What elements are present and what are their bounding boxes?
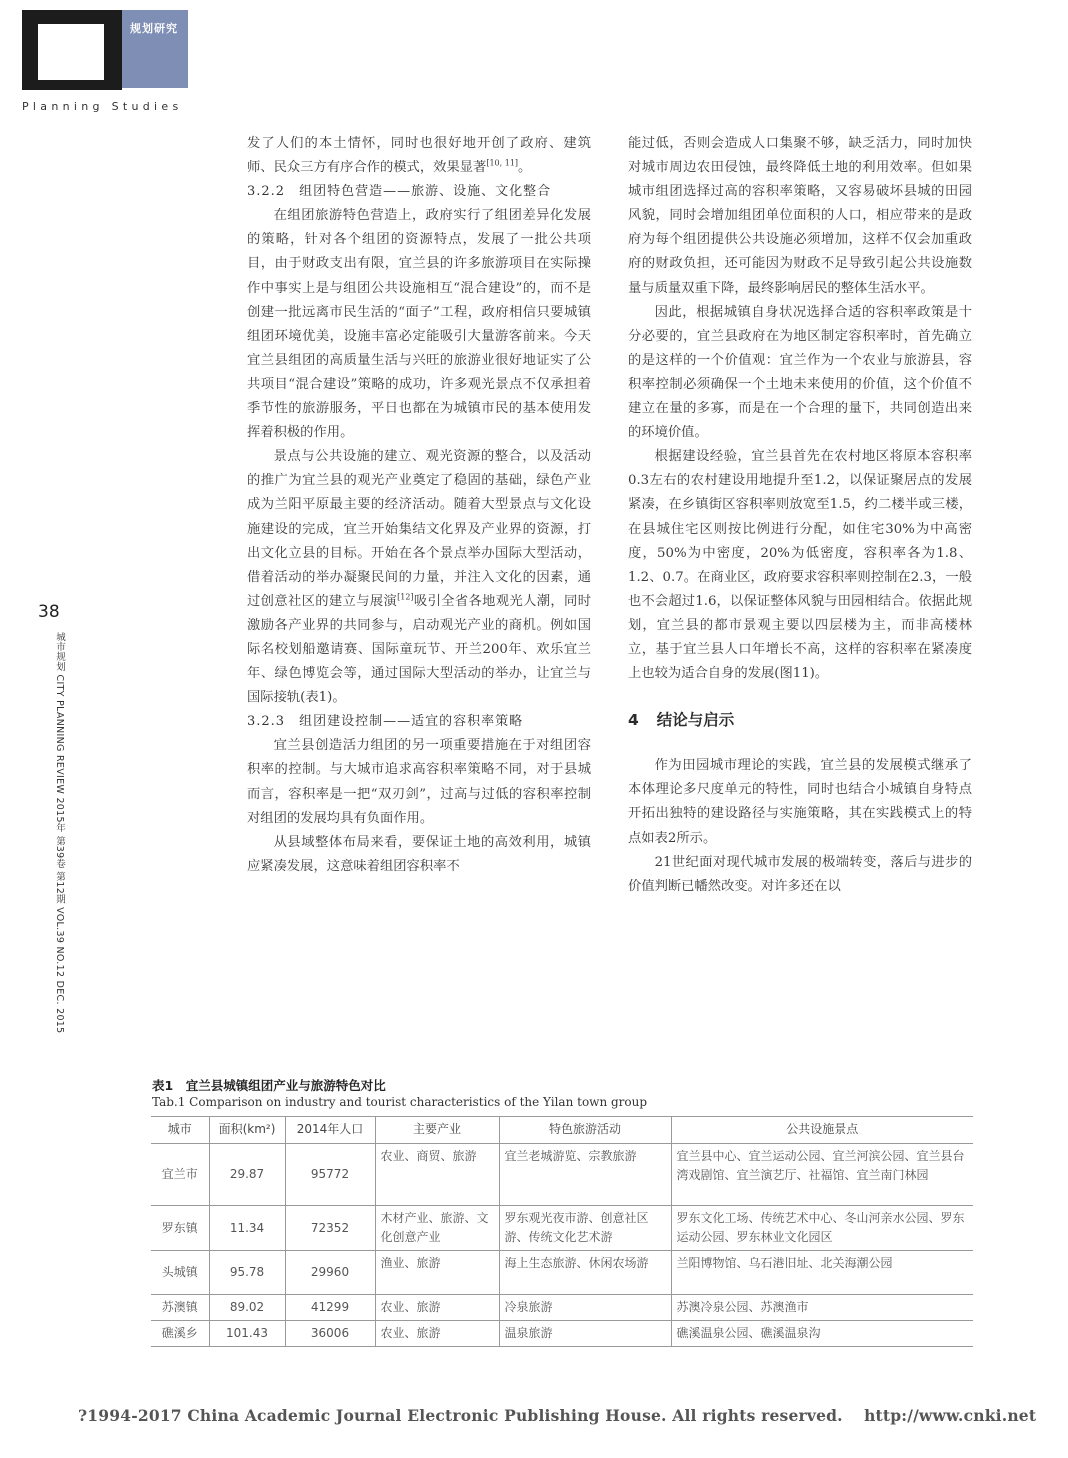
journal-logo <box>22 10 122 90</box>
copyright-footer: ?1994-2017 China Academic Journal Electronic Publishing House. All rights reserved. http://www.cnki.net <box>78 1406 1037 1425</box>
table-cell: 95772 <box>285 1144 375 1206</box>
table-cell: 苏澳镇 <box>151 1295 209 1321</box>
table-caption-en: Tab.1 Comparison on industry and tourist characteristics of the Yilan town group <box>152 1095 648 1109</box>
paragraph: 根据建设经验，宜兰县首先在农村地区将原本容积率0.3左右的农村建设用地提升至1.2，以保证聚居点的发展紧凑，在乡镇街区容积率则放宽至1.5，约二楼半或三楼，在县城住宅区则按比例进行分配，如住宅30%为中高密度，50%为中密度，20%为低密度，容积率各为1.8、1.2、0.7。在商业区，政府要求容积率则控制在2.3，一般也不会超过1.6，以保证整体风貌与田园相结合。依据此规划，宜兰县的都市景观主要以四层楼为主，而非高楼林立，基于宜兰县人口年增长不高，这样的容积率在紧凑度上也较为适合自身的发展(图11)。 <box>628 449 972 682</box>
table-cell: 农业、旅游 <box>375 1321 499 1347</box>
section-band <box>122 10 188 88</box>
paragraph: 宜兰县创造活力组团的另一项重要措施在于对组团容积率的控制。与大城市追求高容积率策略不同，对于县城而言，容积率是一把“双刃剑”，过高与过低的容积率控制对组团的发展均具有负面作用。 <box>247 738 591 826</box>
paragraph: 在组团旅游特色营造上，政府实行了组团差异化发展的策略，针对各个组团的资源特点，发展了一批公共项目，由于财政支出有限，宜兰县的许多旅游项目在实际操作中事实上是与组团公共设施相互“混合建设”的，而不是创建一批远离市民生活的“面子”工程，政府相信只要城镇组团环境优美，设施丰富必定能吸引大量游客前来。今天宜兰县组团的高质量生活与兴旺的旅游业很好地证实了公共项目“混合建设”策略的成功，许多观光景点不仅承担着季节性的旅游服务，平日也都在为城镇市民的基本使用发挥着积极的作用。 <box>247 208 591 441</box>
table-row <box>151 1144 973 1206</box>
table-cell: 头城镇 <box>151 1251 209 1295</box>
paragraph: 21世纪面对现代城市发展的极端转变，落后与进步的价值判断已幡然改变。对许多还在以 <box>628 854 972 894</box>
citation: [12] <box>397 592 414 602</box>
table-cell: 宜兰县中心、宜兰运动公园、宜兰河滨公园、宜兰县台湾戏剧馆、宜兰演艺厅、社福馆、宜兰南门林园 <box>671 1144 973 1206</box>
table-cell: 89.02 <box>209 1295 285 1321</box>
table-cell: 11.34 <box>209 1206 285 1251</box>
table-cell: 冷泉旅游 <box>499 1295 671 1321</box>
table-header: 2014年人口 <box>285 1117 375 1144</box>
table-header: 公共设施景点 <box>671 1117 973 1144</box>
table-header: 特色旅游活动 <box>499 1117 671 1144</box>
table-row <box>151 1295 973 1321</box>
table-cell: 礁溪温泉公园、礁溪温泉沟 <box>671 1321 973 1347</box>
left-column <box>247 132 591 879</box>
table-cell: 海上生态旅游、休闲农场游 <box>499 1251 671 1295</box>
table-cell: 礁溪乡 <box>151 1321 209 1347</box>
table-header: 面积(km²) <box>209 1117 285 1144</box>
table-header: 城市 <box>151 1117 209 1144</box>
table-cell: 36006 <box>285 1321 375 1347</box>
subsection-heading-3-2-3: 3.2.3 组团建设控制——适宜的容积率策略 <box>247 714 524 730</box>
table-cell: 95.78 <box>209 1251 285 1295</box>
table-cell: 苏澳冷泉公园、苏澳渔市 <box>671 1295 973 1321</box>
paragraph: 作为田园城市理论的实践，宜兰县的发展模式继承了本体理论多尺度单元的特性，同时也结合小城镇自身特点开拓出独特的建设路径与实施策略，其在实践模式上的特点如表2所示。 <box>628 758 972 846</box>
citation: [10, 11] <box>486 158 519 168</box>
table-caption-zh: 表1 宜兰县城镇组团产业与旅游特色对比 <box>152 1078 386 1093</box>
table-cell: 罗东文化工场、传统艺术中心、冬山河亲水公园、罗东运动公园、罗东林业文化园区 <box>671 1206 973 1251</box>
table-cell: 渔业、旅游 <box>375 1251 499 1295</box>
section-title-zh: 规划研究 <box>130 22 178 35</box>
right-column <box>628 132 972 899</box>
table-cell: 29960 <box>285 1251 375 1295</box>
section-heading-4: 4 结论与启示 <box>628 711 735 730</box>
table-cell: 农业、旅游 <box>375 1295 499 1321</box>
section-title-en: Planning Studies <box>22 100 183 113</box>
paragraph: 发了人们的本土情怀，同时也很好地开创了政府、建筑师、民众三方有序合作的模式，效果显著[10, 11]。 <box>247 136 591 176</box>
page-number: 38 <box>38 602 60 622</box>
paragraph: 景点与公共设施的建立、观光资源的整合，以及活动的推广为宜兰县的观光产业奠定了稳固的基础，绿色产业成为兰阳平原最主要的经济活动。随着大型景点与文化设施建设的完成，宜兰开始集结文化界及产业界的资源，打出文化立县的目标。开始在各个景点举办国际大型活动，借着活动的举办凝聚民间的力量，并注入文化的因素，通过创意社区的建立与展演[12]吸引全省各地观光人潮，同时激励各产业界的共同参与，启动观光产业的商机。例如国际名校划船邀请赛、国际童玩节、开兰200年、欢乐宜兰年、绿色博览会等，通过国际大型活动的举办，让宜兰与国际接轨(表1)。 <box>247 449 592 706</box>
table-row <box>151 1321 973 1347</box>
subsection-heading-3-2-2: 3.2.2 组团特色营造——旅游、设施、文化整合 <box>247 184 552 200</box>
table-1 <box>151 1116 973 1347</box>
table-cell: 宜兰老城游览、宗教旅游 <box>499 1144 671 1206</box>
table-cell: 41299 <box>285 1295 375 1321</box>
paragraph: 能过低，否则会造成人口集聚不够，缺乏活力，同时加快对城市周边农田侵蚀，最终降低土地的利用效率。但如果城市组团选择过高的容积率策略，又容易破坏县城的田园风貌，同时会增加组团单位面积的人口，相应带来的是政府为每个组团提供公共设施必须增加，这样不仅会加重政府的财政负担，还可能因为财政不足导致引起公共设施数量与质量双重下降，最终影响居民的整体生活水平。 <box>628 136 972 296</box>
table-cell: 宜兰市 <box>151 1144 209 1206</box>
table-cell: 木材产业、旅游、文化创意产业 <box>375 1206 499 1251</box>
paragraph: 从县域整体布局来看，要保证土地的高效利用，城镇应紧凑发展，这意味着组团容积率不 <box>247 834 591 874</box>
table-row <box>151 1251 973 1295</box>
table-cell: 101.43 <box>209 1321 285 1347</box>
table-cell: 兰阳博物馆、乌石港旧址、北关海潮公园 <box>671 1251 973 1295</box>
table-cell: 罗东观光夜市游、创意社区游、传统文化艺术游 <box>499 1206 671 1251</box>
table-cell: 温泉旅游 <box>499 1321 671 1347</box>
table-row <box>151 1206 973 1251</box>
table-cell: 29.87 <box>209 1144 285 1206</box>
table-header-row <box>151 1117 973 1144</box>
journal-reference: 城市规划 CITY PLANNING REVIEW 2015年 第39卷 第12期 VOL.39 NO.12 DEC. 2015 <box>54 632 65 1034</box>
table-header: 主要产业 <box>375 1117 499 1144</box>
table-cell: 农业、商贸、旅游 <box>375 1144 499 1206</box>
paragraph: 因此，根据城镇自身状况选择合适的容积率政策是十分必要的，宜兰县政府在为地区制定容积率时，首先确立的是这样的一个价值观：宜兰作为一个农业与旅游县，容积率控制必须确保一个土地未来使用的价值，这个价值不建立在量的多寡，而是在一个合理的量下，共同创造出来的环境价值。 <box>628 304 972 441</box>
table-cell: 罗东镇 <box>151 1206 209 1251</box>
table-cell: 72352 <box>285 1206 375 1251</box>
